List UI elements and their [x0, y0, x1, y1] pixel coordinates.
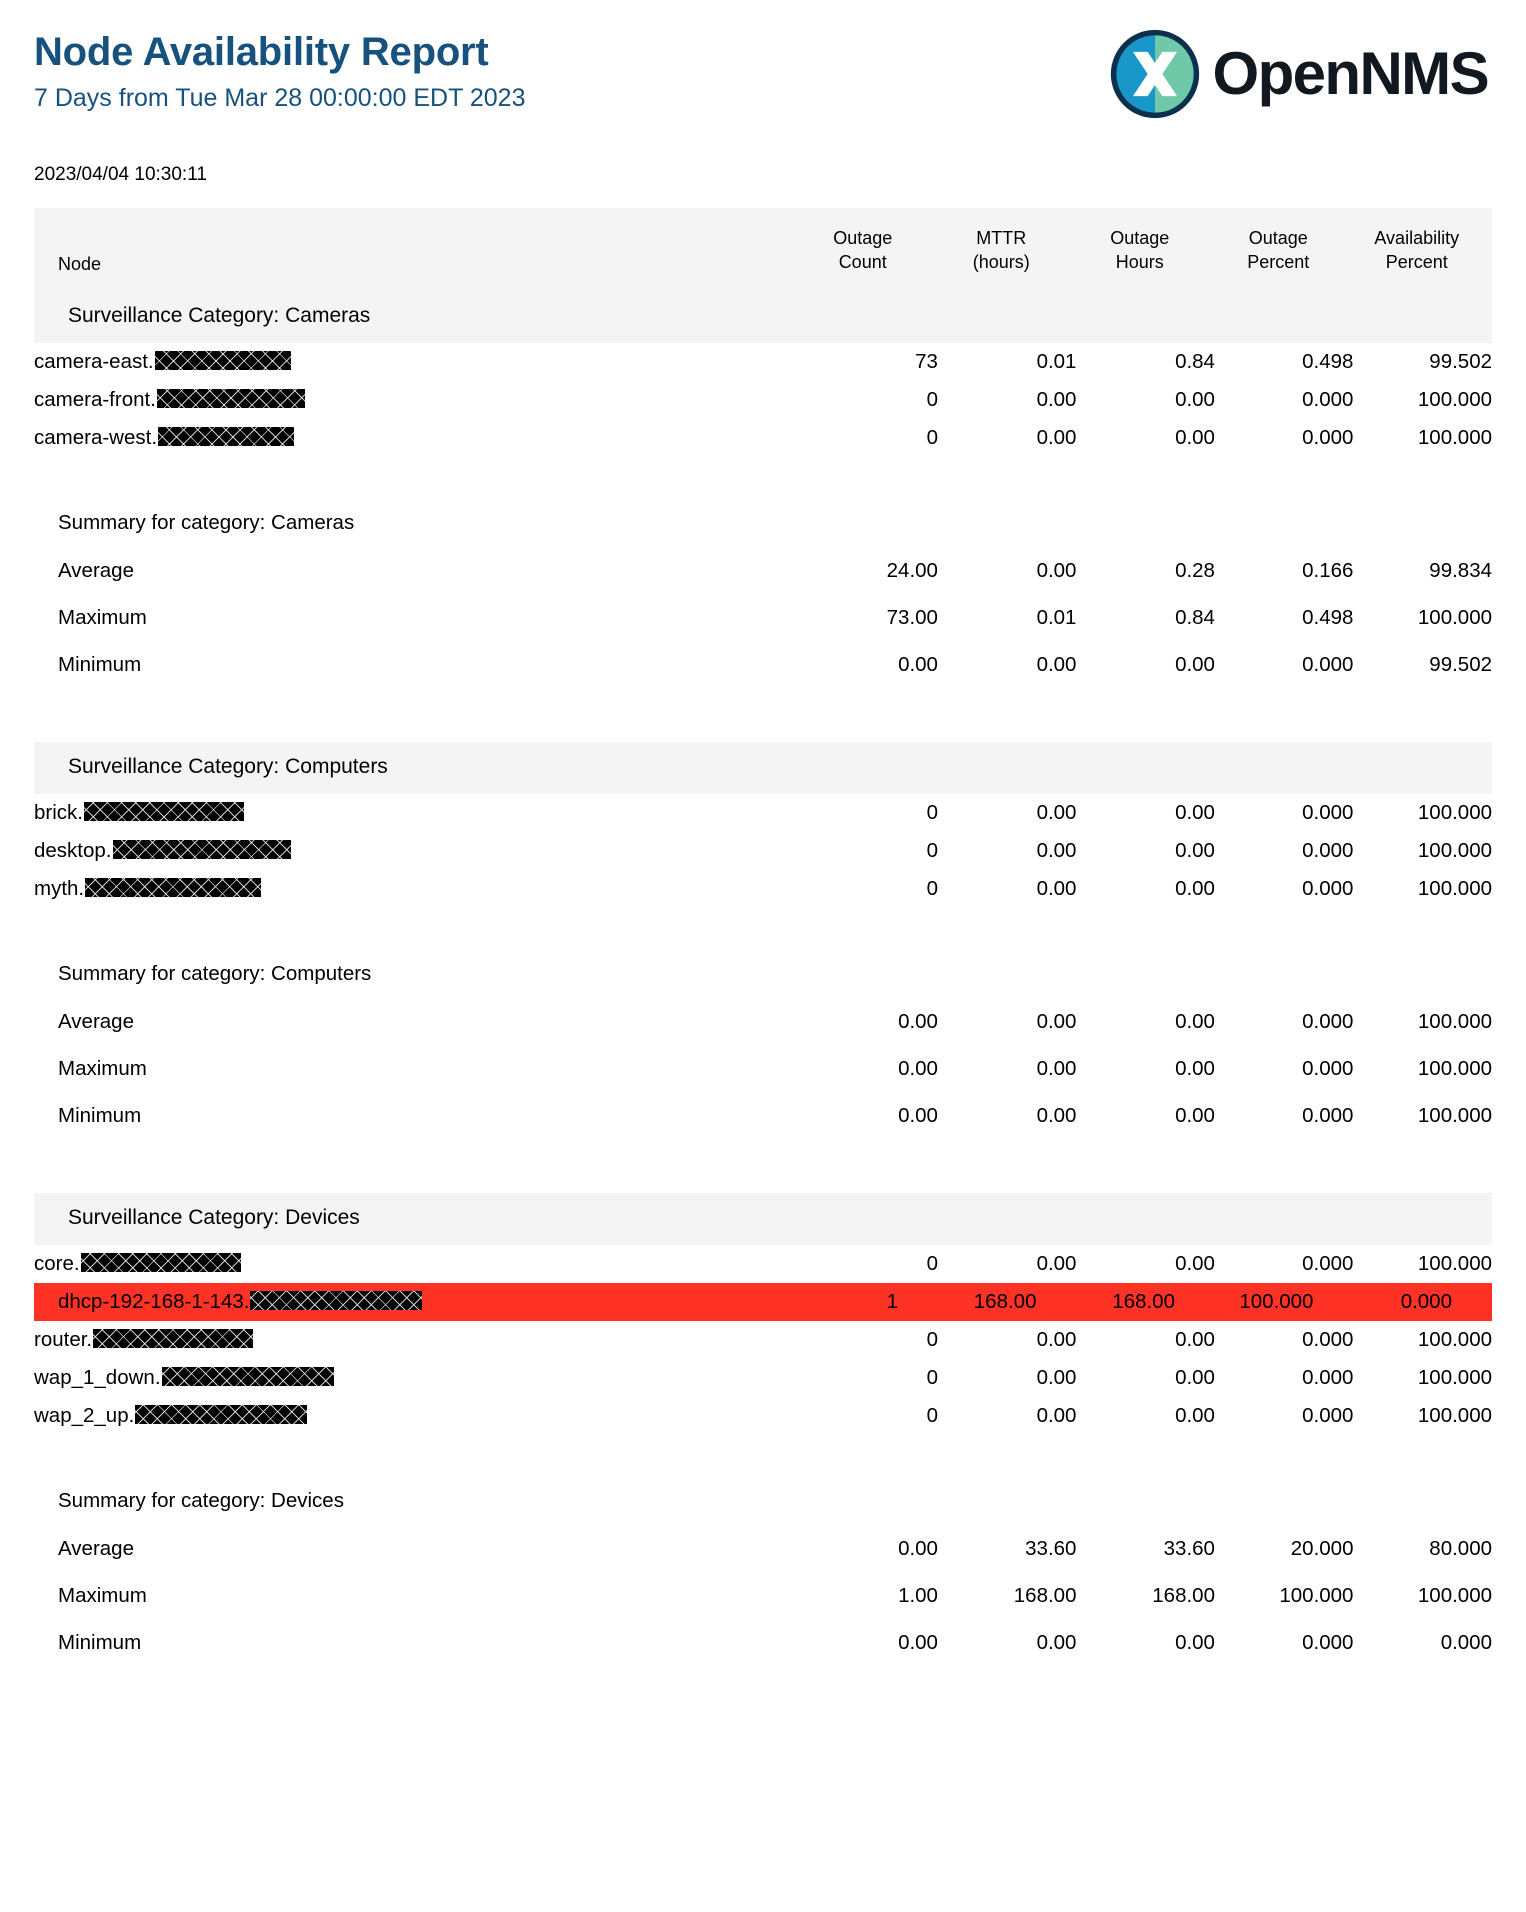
- category-header-row: [34, 291, 1492, 343]
- node-value-3: 0.000: [1302, 800, 1354, 824]
- summary-value-2: 0.00: [1175, 1630, 1215, 1654]
- summary-value-1: 0.01: [1036, 605, 1077, 629]
- node-value-0: 1: [799, 1283, 938, 1321]
- column-header-node: Node: [34, 208, 799, 291]
- node-value-3: 0.000: [1302, 876, 1354, 900]
- node-value-1: 0.00: [1036, 425, 1077, 449]
- column-header-outage-count-line2: Count: [838, 252, 887, 273]
- node-value-3: 100.000: [1215, 1283, 1354, 1321]
- table-row: [34, 1359, 1492, 1397]
- table-row: [34, 870, 1492, 908]
- node-name: camera-east.: [34, 343, 799, 381]
- summary-label: Minimum: [58, 652, 142, 676]
- summary-value-3: 0.000: [1302, 1056, 1354, 1080]
- redacted-domain: [157, 389, 305, 408]
- summary-value-0: 0.00: [898, 1009, 938, 1033]
- table-row: [34, 419, 1492, 457]
- redacted-domain: [113, 840, 291, 859]
- summary-value-4: 100.000: [1417, 1056, 1492, 1080]
- node-value-2: 0.00: [1175, 1251, 1215, 1275]
- node-name: desktop.: [34, 832, 799, 870]
- node-value-1: 0.00: [1036, 387, 1077, 411]
- node-value-2: 0.00: [1175, 876, 1215, 900]
- node-value-4: 100.000: [1417, 1403, 1492, 1427]
- redacted-domain: [162, 1367, 334, 1386]
- redacted-domain: [93, 1329, 253, 1348]
- column-header-outage-hours: [1076, 208, 1215, 291]
- column-header-outage-count-line1: Outage: [833, 228, 893, 248]
- opennms-logo-icon: [1109, 28, 1201, 120]
- category-label: Surveillance Category: Devices: [34, 1193, 799, 1245]
- summary-label: Average: [58, 1536, 134, 1560]
- node-value-2: 168.00: [1076, 1283, 1215, 1321]
- node-value-2: 0.00: [1175, 1327, 1215, 1351]
- node-name: camera-front.: [34, 381, 799, 419]
- summary-row: [34, 547, 1492, 594]
- redacted-domain: [85, 878, 261, 897]
- summary-value-0: 1.00: [898, 1583, 938, 1607]
- summary-title-row: [34, 940, 1492, 998]
- column-header-outage-count: [799, 208, 938, 291]
- summary-value-2: 0.00: [1175, 652, 1215, 676]
- node-value-2: 0.84: [1175, 349, 1215, 373]
- table-row: [34, 1397, 1492, 1435]
- summary-value-2: 0.00: [1175, 1056, 1215, 1080]
- category-label: Surveillance Category: Computers: [34, 742, 799, 794]
- row-spacer: [34, 1435, 1492, 1467]
- summary-value-3: 20.000: [1290, 1536, 1354, 1560]
- node-value-0: 0: [926, 1251, 938, 1275]
- summary-value-3: 0.000: [1302, 652, 1354, 676]
- node-name: myth.: [34, 870, 799, 908]
- node-value-4: 100.000: [1417, 1251, 1492, 1275]
- node-value-4: 99.502: [1429, 349, 1492, 373]
- summary-value-2: 0.00: [1175, 1009, 1215, 1033]
- node-value-1: 0.00: [1036, 1251, 1077, 1275]
- node-value-0: 0: [926, 387, 938, 411]
- summary-row: [34, 1525, 1492, 1572]
- summary-value-4: 100.000: [1417, 1009, 1492, 1033]
- column-header-outage-hours-line2: Hours: [1115, 252, 1164, 273]
- summary-value-1: 0.00: [1036, 1630, 1077, 1654]
- summary-value-1: 33.60: [1025, 1536, 1077, 1560]
- summary-row: [34, 1092, 1492, 1139]
- node-name: wap_2_up.: [34, 1397, 799, 1435]
- node-value-2: 0.00: [1175, 425, 1215, 449]
- node-value-2: 0.00: [1175, 1365, 1215, 1389]
- summary-title: Summary for category: Computers: [58, 961, 372, 985]
- node-value-4: 100.000: [1417, 838, 1492, 862]
- node-value-0: 0: [926, 800, 938, 824]
- summary-row: [34, 998, 1492, 1045]
- node-value-0: 0: [926, 1403, 938, 1427]
- node-value-1: 0.00: [1036, 1403, 1077, 1427]
- summary-label: Average: [58, 558, 134, 582]
- summary-title: Summary for category: Devices: [58, 1488, 344, 1512]
- summary-value-0: 0.00: [898, 1630, 938, 1654]
- node-value-1: 168.00: [938, 1283, 1077, 1321]
- column-header-availability-percent: [1353, 208, 1492, 291]
- node-value-0: 0: [926, 1365, 938, 1389]
- summary-value-0: 73.00: [886, 605, 938, 629]
- summary-label: Minimum: [58, 1103, 142, 1127]
- summary-value-4: 99.502: [1429, 652, 1492, 676]
- summary-value-4: 0.000: [1440, 1630, 1492, 1654]
- column-header-outage-percent-line2: Percent: [1247, 252, 1310, 273]
- summary-row: [34, 1572, 1492, 1619]
- redacted-domain: [155, 351, 291, 370]
- node-value-2: 0.00: [1175, 838, 1215, 862]
- node-value-3: 0.000: [1302, 1327, 1354, 1351]
- node-name: router.: [34, 1321, 799, 1359]
- category-label: Surveillance Category: Cameras: [34, 291, 799, 343]
- node-value-1: 0.01: [1036, 349, 1077, 373]
- report-subtitle: 7 Days from Tue Mar 28 00:00:00 EDT 2023: [34, 83, 526, 112]
- section-gap: [34, 688, 1492, 742]
- node-value-0: 73: [915, 349, 938, 373]
- opennms-logo-text: OpenNMS: [1212, 40, 1488, 107]
- node-value-3: 0.000: [1302, 1251, 1354, 1275]
- row-spacer: [34, 457, 1492, 489]
- category-header-row: [34, 1193, 1492, 1245]
- table-row: [34, 1245, 1492, 1283]
- node-name: dhcp-192-168-1-143.: [34, 1283, 799, 1321]
- summary-value-1: 0.00: [1036, 652, 1077, 676]
- column-header-outage-hours-line1: Outage: [1110, 228, 1170, 248]
- generated-timestamp: 2023/04/04 10:30:11: [34, 164, 207, 185]
- summary-value-3: 0.000: [1302, 1009, 1354, 1033]
- summary-label: Maximum: [58, 1583, 147, 1607]
- table-row: [34, 1283, 1492, 1321]
- summary-value-0: 0.00: [898, 1056, 938, 1080]
- redacted-domain: [250, 1291, 422, 1310]
- table-row: [34, 794, 1492, 832]
- column-header-mttr: [938, 208, 1077, 291]
- node-value-3: 0.000: [1302, 1365, 1354, 1389]
- column-header-outage-percent: [1215, 208, 1354, 291]
- table-row: [34, 1321, 1492, 1359]
- node-value-1: 0.00: [1036, 800, 1077, 824]
- summary-title-row: [34, 1467, 1492, 1525]
- summary-row: [34, 1619, 1492, 1666]
- node-value-3: 0.000: [1302, 1403, 1354, 1427]
- node-name: camera-west.: [34, 419, 799, 457]
- row-spacer: [34, 908, 1492, 940]
- summary-row: [34, 641, 1492, 688]
- summary-label: Maximum: [58, 605, 147, 629]
- summary-value-2: 168.00: [1152, 1583, 1215, 1607]
- node-value-4: 100.000: [1417, 387, 1492, 411]
- summary-value-1: 0.00: [1036, 1056, 1077, 1080]
- column-header-availability-percent-line2: Percent: [1385, 252, 1448, 273]
- node-value-1: 0.00: [1036, 1327, 1077, 1351]
- node-value-3: 0.000: [1302, 838, 1354, 862]
- summary-label: Maximum: [58, 1056, 147, 1080]
- node-name: wap_1_down.: [34, 1359, 799, 1397]
- table-row: [34, 343, 1492, 381]
- summary-value-3: 0.498: [1302, 605, 1354, 629]
- column-header-mttr-line1: MTTR: [976, 228, 1027, 248]
- node-name: core.: [34, 1245, 799, 1283]
- node-value-4: 100.000: [1417, 1365, 1492, 1389]
- node-value-2: 0.00: [1175, 800, 1215, 824]
- node-value-4: 100.000: [1417, 876, 1492, 900]
- node-value-0: 0: [926, 876, 938, 900]
- node-value-1: 0.00: [1036, 838, 1077, 862]
- summary-label: Minimum: [58, 1630, 142, 1654]
- summary-value-3: 0.000: [1302, 1630, 1354, 1654]
- column-header-mttr-line2: (hours): [972, 252, 1030, 273]
- summary-value-4: 100.000: [1417, 605, 1492, 629]
- redacted-domain: [158, 427, 294, 446]
- summary-value-0: 0.00: [898, 1103, 938, 1127]
- summary-row: [34, 1045, 1492, 1092]
- table-row: [34, 381, 1492, 419]
- redacted-domain: [84, 802, 244, 821]
- table-row: [34, 832, 1492, 870]
- node-value-4: 100.000: [1417, 425, 1492, 449]
- node-name: brick.: [34, 794, 799, 832]
- summary-title: Summary for category: Cameras: [58, 510, 355, 534]
- summary-value-2: 0.84: [1175, 605, 1215, 629]
- summary-value-4: 100.000: [1417, 1583, 1492, 1607]
- summary-value-0: 24.00: [886, 558, 938, 582]
- summary-value-1: 0.00: [1036, 1103, 1077, 1127]
- node-value-3: 0.000: [1302, 387, 1354, 411]
- redacted-domain: [81, 1253, 241, 1272]
- summary-label: Average: [58, 1009, 134, 1033]
- summary-title-row: [34, 489, 1492, 547]
- table-body: [34, 291, 1492, 1666]
- summary-value-3: 100.000: [1279, 1583, 1354, 1607]
- summary-value-3: 0.166: [1302, 558, 1354, 582]
- summary-value-1: 0.00: [1036, 1009, 1077, 1033]
- summary-value-4: 100.000: [1417, 1103, 1492, 1127]
- summary-value-3: 0.000: [1302, 1103, 1354, 1127]
- summary-row: [34, 594, 1492, 641]
- opennms-logo: [1109, 26, 1492, 120]
- summary-value-0: 0.00: [898, 652, 938, 676]
- node-value-1: 0.00: [1036, 1365, 1077, 1389]
- page-title: Node Availability Report: [34, 30, 489, 74]
- section-gap: [34, 1139, 1492, 1193]
- summary-value-0: 0.00: [898, 1536, 938, 1560]
- summary-value-4: 99.834: [1429, 558, 1492, 582]
- report-header: [34, 26, 1492, 120]
- node-value-3: 0.000: [1302, 425, 1354, 449]
- node-value-4: 0.000: [1353, 1283, 1492, 1321]
- table-header: [34, 208, 1492, 291]
- node-value-1: 0.00: [1036, 876, 1077, 900]
- node-value-2: 0.00: [1175, 1403, 1215, 1427]
- summary-value-1: 0.00: [1036, 558, 1077, 582]
- node-value-4: 100.000: [1417, 1327, 1492, 1351]
- redacted-domain: [135, 1405, 307, 1424]
- availability-table: [34, 208, 1492, 1666]
- summary-value-2: 0.00: [1175, 1103, 1215, 1127]
- summary-value-2: 33.60: [1163, 1536, 1215, 1560]
- category-header-row: [34, 742, 1492, 794]
- column-header-availability-percent-line1: Availability: [1374, 228, 1460, 248]
- summary-value-2: 0.28: [1175, 558, 1215, 582]
- node-value-0: 0: [926, 425, 938, 449]
- summary-value-1: 168.00: [1013, 1583, 1077, 1607]
- column-header-outage-percent-line1: Outage: [1248, 228, 1308, 248]
- title-block: [34, 26, 525, 113]
- node-value-4: 100.000: [1417, 800, 1492, 824]
- node-value-3: 0.498: [1302, 349, 1354, 373]
- node-value-0: 0: [926, 838, 938, 862]
- node-value-0: 0: [926, 1327, 938, 1351]
- summary-value-4: 80.000: [1429, 1536, 1492, 1560]
- node-value-2: 0.00: [1175, 387, 1215, 411]
